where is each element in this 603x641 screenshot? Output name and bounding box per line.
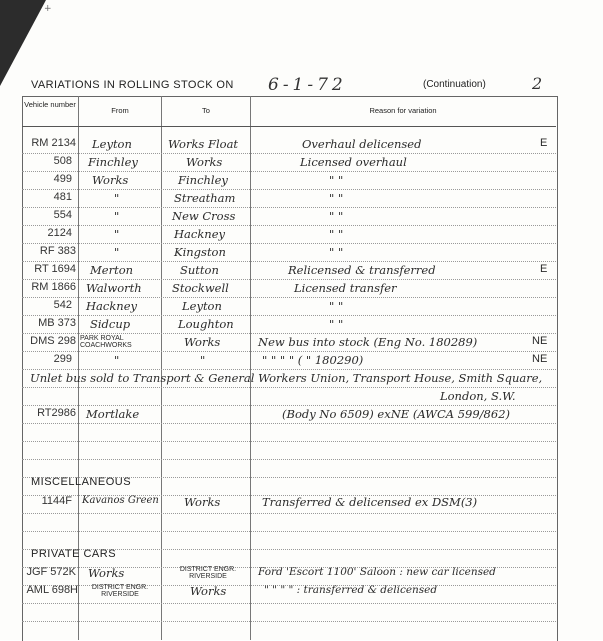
from-location: ": [114, 191, 120, 205]
table-row: [22, 155, 556, 173]
ruled-line: [22, 621, 556, 623]
row-mark: NE: [532, 353, 548, 365]
header-rule: [22, 126, 556, 127]
from-location: Works: [88, 566, 125, 580]
reason-text: Overhaul delicensed: [302, 137, 422, 151]
row-mark: E: [540, 263, 548, 275]
from-location: Kavanos Green: [82, 495, 159, 506]
reason-text: " ": [329, 299, 344, 313]
reason-text: " ": [329, 227, 344, 241]
vehicle-number: RT2986: [37, 407, 76, 419]
from-location: ": [114, 209, 120, 223]
to-location: Stockwell: [172, 281, 229, 295]
vehicle-number: RM 1866: [31, 281, 76, 293]
reason-text: " " " " ( " 180290): [262, 353, 364, 367]
sold-note-line-1: Unlet bus sold to Transport & General Workers Union, Transport House, Smith Square,: [30, 371, 543, 385]
reason-text: Transferred & delicensed ex DSM(3): [262, 495, 478, 509]
ruled-line: [22, 513, 556, 515]
reason-text: " ": [329, 317, 344, 331]
reason-text: " " " " : transferred & delicensed: [264, 584, 438, 596]
reason-text: " ": [329, 173, 344, 187]
page-number: 2: [532, 74, 543, 93]
table-row: [22, 227, 556, 245]
table-row: [22, 335, 556, 353]
vehicle-number: DMS 298: [30, 335, 76, 347]
sold-note-line-2: London, S.W.: [440, 389, 516, 403]
from-location: Mortlake: [86, 407, 140, 421]
corner-mark: +: [44, 4, 52, 14]
from-location: Hackney: [86, 299, 138, 313]
reason-text: " ": [329, 191, 344, 205]
vehicle-number: 481: [53, 191, 72, 203]
vehicle-number: 499: [53, 173, 72, 185]
ruled-line: [22, 459, 556, 461]
to-location: DISTRICT ENGR. RIVERSIDE: [179, 566, 237, 580]
page-corner-shadow: [0, 0, 46, 86]
to-location: Loughton: [178, 317, 234, 331]
to-location: Sutton: [180, 263, 219, 277]
to-location: Hackney: [174, 227, 226, 241]
reason-text: Relicensed & transferred: [288, 263, 436, 277]
to-location: ": [200, 353, 206, 367]
continuation-label: (Continuation): [423, 79, 486, 90]
ruled-line: [22, 603, 556, 605]
from-location: Sidcup: [90, 317, 131, 331]
section-title-private-cars: PRIVATE CARS: [31, 548, 117, 560]
table-row: [22, 191, 556, 209]
vehicle-number: 508: [53, 155, 72, 167]
to-location: Works: [184, 335, 221, 349]
to-location: Works Float: [168, 137, 239, 151]
column-header-vehicle: Vehicle number: [24, 100, 76, 109]
vehicle-number: JGF 572K: [26, 566, 76, 578]
column-header-from: From: [111, 106, 129, 115]
table-row: [22, 299, 556, 317]
reason-text: " ": [329, 245, 344, 259]
table-row: [22, 245, 556, 263]
reason-text: " ": [329, 209, 344, 223]
vehicle-number: 1144F: [41, 495, 72, 507]
from-location: Leyton: [92, 137, 132, 151]
to-location: Works: [186, 155, 223, 169]
from-location: ": [114, 245, 120, 259]
from-location: ": [114, 353, 120, 367]
vehicle-number: RM 2134: [31, 137, 76, 149]
reason-text: Licensed overhaul: [300, 155, 407, 169]
to-location: Works: [190, 584, 227, 598]
table-row: [22, 263, 556, 281]
row-mark: E: [540, 137, 548, 149]
reason-text: Licensed transfer: [294, 281, 397, 295]
vehicle-number: RT 1694: [34, 263, 76, 275]
to-location: New Cross: [172, 209, 236, 223]
ruled-line: [22, 441, 556, 443]
reason-text: Ford 'Escort 1100' Saloon : new car licensed: [258, 566, 496, 578]
vehicle-number: RF 383: [39, 245, 76, 257]
sheet-date: 6-1-72: [268, 75, 347, 95]
table-row: [22, 209, 556, 227]
table-row: [22, 407, 556, 425]
column-header-to: To: [202, 106, 210, 115]
to-location: Streatham: [174, 191, 236, 205]
table-row: [22, 137, 556, 155]
reason-text: (Body No 6509) exNE (AWCA 599/862): [282, 407, 510, 421]
row-mark: NE: [532, 335, 548, 347]
from-location: ": [114, 227, 120, 241]
table-row: [22, 281, 556, 299]
table-row: [22, 495, 556, 513]
from-location: PARK ROYAL COACHWORKS: [80, 335, 132, 349]
from-location: Merton: [90, 263, 134, 277]
table-row: [22, 173, 556, 191]
to-location: Works: [184, 495, 221, 509]
to-location: Finchley: [178, 173, 228, 187]
from-location: Works: [92, 173, 129, 187]
vehicle-number: 299: [53, 353, 72, 365]
from-location: Walworth: [86, 281, 142, 295]
table-row: [22, 566, 556, 584]
vehicle-number: AML 698H: [26, 584, 78, 596]
sheet-title: VARIATIONS IN ROLLING STOCK ON: [31, 79, 234, 91]
to-location: Kingston: [174, 245, 226, 259]
from-location: DISTRICT ENGR. RIVERSIDE: [91, 584, 149, 598]
vehicle-number: 2124: [47, 227, 72, 239]
from-location: Finchley: [88, 155, 138, 169]
vehicle-number: MB 373: [38, 317, 76, 329]
table-row: [22, 317, 556, 335]
column-header-reason: Reason for variation: [369, 106, 437, 115]
vehicle-number: 542: [53, 299, 72, 311]
section-title-miscellaneous: MISCELLANEOUS: [31, 476, 132, 488]
ruled-line: [22, 531, 556, 533]
reason-text: New bus into stock (Eng No. 180289): [258, 335, 478, 349]
vehicle-number: 554: [53, 209, 72, 221]
table-row: [22, 353, 556, 371]
to-location: Leyton: [182, 299, 222, 313]
table-row: [22, 584, 556, 602]
